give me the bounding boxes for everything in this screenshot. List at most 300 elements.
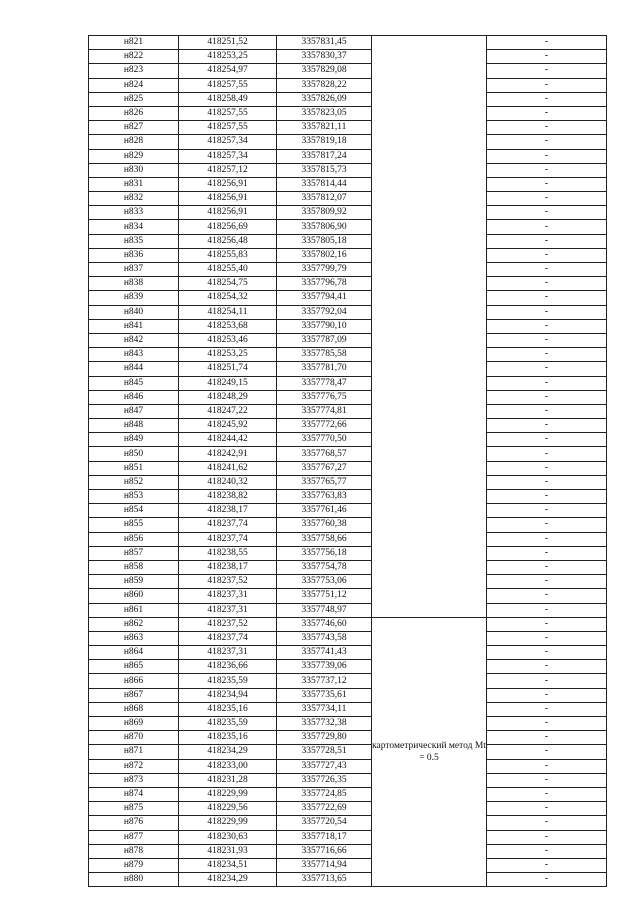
table-row: [89, 731, 607, 745]
x-coordinate-cell: 418248,29: [179, 390, 277, 404]
point-id-cell: н843: [89, 348, 179, 362]
y-coordinate-cell: 3357817,24: [277, 149, 372, 163]
coordinate-table: [88, 35, 607, 887]
x-coordinate-cell: 418237,31: [179, 646, 277, 660]
table-row: [89, 518, 607, 532]
y-coordinate-cell: 3357729,80: [277, 731, 372, 745]
table-row: [89, 844, 607, 858]
x-coordinate-cell: 418237,52: [179, 617, 277, 631]
x-coordinate-cell: 418234,51: [179, 858, 277, 872]
point-id-cell: н844: [89, 362, 179, 376]
y-coordinate-cell: 3357768,57: [277, 447, 372, 461]
y-coordinate-cell: 3357806,90: [277, 220, 372, 234]
x-coordinate-cell: 418238,17: [179, 504, 277, 518]
point-id-cell: н865: [89, 660, 179, 674]
point-id-cell: н842: [89, 333, 179, 347]
x-coordinate-cell: 418229,56: [179, 802, 277, 816]
table-row: [89, 433, 607, 447]
y-coordinate-cell: 3357787,09: [277, 333, 372, 347]
point-id-cell: н839: [89, 291, 179, 305]
point-id-cell: н825: [89, 92, 179, 106]
y-coordinate-cell: 3357746,60: [277, 617, 372, 631]
accuracy-cell: -: [487, 631, 607, 645]
y-coordinate-cell: 3357761,46: [277, 504, 372, 518]
y-coordinate-cell: 3357805,18: [277, 234, 372, 248]
point-id-cell: н869: [89, 717, 179, 731]
y-coordinate-cell: 3357724,85: [277, 787, 372, 801]
x-coordinate-cell: 418253,46: [179, 333, 277, 347]
point-id-cell: н857: [89, 546, 179, 560]
accuracy-cell: -: [487, 106, 607, 120]
table-row: [89, 277, 607, 291]
y-coordinate-cell: 3357814,44: [277, 177, 372, 191]
accuracy-cell: -: [487, 575, 607, 589]
table-row: [89, 560, 607, 574]
accuracy-cell: -: [487, 333, 607, 347]
y-coordinate-cell: 3357727,43: [277, 759, 372, 773]
x-coordinate-cell: 418257,55: [179, 106, 277, 120]
x-coordinate-cell: 418257,55: [179, 121, 277, 135]
accuracy-cell: -: [487, 745, 607, 759]
x-coordinate-cell: 418234,94: [179, 688, 277, 702]
x-coordinate-cell: 418229,99: [179, 816, 277, 830]
x-coordinate-cell: 418234,29: [179, 873, 277, 887]
y-coordinate-cell: 3357718,17: [277, 830, 372, 844]
y-coordinate-cell: 3357720,54: [277, 816, 372, 830]
point-id-cell: н827: [89, 121, 179, 135]
coordinate-table-body: [89, 36, 607, 887]
table-row: [89, 674, 607, 688]
point-id-cell: н845: [89, 376, 179, 390]
x-coordinate-cell: 418257,34: [179, 135, 277, 149]
y-coordinate-cell: 3357767,27: [277, 461, 372, 475]
x-coordinate-cell: 418235,59: [179, 717, 277, 731]
y-coordinate-cell: 3357741,43: [277, 646, 372, 660]
point-id-cell: н873: [89, 773, 179, 787]
accuracy-cell: -: [487, 617, 607, 631]
table-row: [89, 773, 607, 787]
accuracy-cell: -: [487, 702, 607, 716]
table-row: [89, 702, 607, 716]
accuracy-cell: -: [487, 589, 607, 603]
accuracy-cell: -: [487, 787, 607, 801]
y-coordinate-cell: 3357796,78: [277, 277, 372, 291]
x-coordinate-cell: 418238,17: [179, 560, 277, 574]
point-id-cell: н826: [89, 106, 179, 120]
table-row: [89, 348, 607, 362]
accuracy-cell: -: [487, 873, 607, 887]
y-coordinate-cell: 3357819,18: [277, 135, 372, 149]
x-coordinate-cell: 418242,91: [179, 447, 277, 461]
y-coordinate-cell: 3357828,22: [277, 78, 372, 92]
accuracy-cell: -: [487, 50, 607, 64]
point-id-cell: н875: [89, 802, 179, 816]
table-row: [89, 717, 607, 731]
table-row: [89, 419, 607, 433]
table-row: [89, 532, 607, 546]
point-id-cell: н847: [89, 404, 179, 418]
point-id-cell: н861: [89, 603, 179, 617]
point-id-cell: н832: [89, 192, 179, 206]
table-row: [89, 163, 607, 177]
table-row: [89, 50, 607, 64]
point-id-cell: н864: [89, 646, 179, 660]
point-id-cell: н837: [89, 263, 179, 277]
x-coordinate-cell: 418255,83: [179, 248, 277, 262]
x-coordinate-cell: 418256,91: [179, 192, 277, 206]
accuracy-cell: -: [487, 36, 607, 50]
y-coordinate-cell: 3357748,97: [277, 603, 372, 617]
y-coordinate-cell: 3357753,06: [277, 575, 372, 589]
point-id-cell: н829: [89, 149, 179, 163]
table-row: [89, 319, 607, 333]
point-id-cell: н835: [89, 234, 179, 248]
accuracy-cell: -: [487, 305, 607, 319]
y-coordinate-cell: 3357737,12: [277, 674, 372, 688]
table-row: [89, 504, 607, 518]
x-coordinate-cell: 418238,55: [179, 546, 277, 560]
y-coordinate-cell: 3357794,41: [277, 291, 372, 305]
point-id-cell: н880: [89, 873, 179, 887]
accuracy-cell: -: [487, 688, 607, 702]
table-row: [89, 858, 607, 872]
point-id-cell: н863: [89, 631, 179, 645]
y-coordinate-cell: 3357763,83: [277, 490, 372, 504]
y-coordinate-cell: 3357792,04: [277, 305, 372, 319]
accuracy-cell: -: [487, 149, 607, 163]
y-coordinate-cell: 3357726,35: [277, 773, 372, 787]
x-coordinate-cell: 418231,28: [179, 773, 277, 787]
x-coordinate-cell: 418234,29: [179, 745, 277, 759]
point-id-cell: н874: [89, 787, 179, 801]
y-coordinate-cell: 3357809,92: [277, 206, 372, 220]
x-coordinate-cell: 418241,62: [179, 461, 277, 475]
x-coordinate-cell: 418247,22: [179, 404, 277, 418]
point-id-cell: н831: [89, 177, 179, 191]
point-id-cell: н834: [89, 220, 179, 234]
accuracy-cell: -: [487, 348, 607, 362]
y-coordinate-cell: 3357778,47: [277, 376, 372, 390]
x-coordinate-cell: 418245,92: [179, 419, 277, 433]
x-coordinate-cell: 418254,32: [179, 291, 277, 305]
y-coordinate-cell: 3357785,58: [277, 348, 372, 362]
table-row: [89, 291, 607, 305]
x-coordinate-cell: 418235,59: [179, 674, 277, 688]
y-coordinate-cell: 3357713,65: [277, 873, 372, 887]
y-coordinate-cell: 3357754,78: [277, 560, 372, 574]
x-coordinate-cell: 418256,69: [179, 220, 277, 234]
table-row: [89, 263, 607, 277]
x-coordinate-cell: 418257,34: [179, 149, 277, 163]
point-id-cell: н836: [89, 248, 179, 262]
point-id-cell: н866: [89, 674, 179, 688]
point-id-cell: н833: [89, 206, 179, 220]
x-coordinate-cell: 418237,74: [179, 631, 277, 645]
y-coordinate-cell: 3357781,70: [277, 362, 372, 376]
point-id-cell: н828: [89, 135, 179, 149]
x-coordinate-cell: 418253,25: [179, 50, 277, 64]
accuracy-cell: -: [487, 546, 607, 560]
x-coordinate-cell: 418253,25: [179, 348, 277, 362]
point-id-cell: н867: [89, 688, 179, 702]
x-coordinate-cell: 418238,82: [179, 490, 277, 504]
accuracy-cell: -: [487, 802, 607, 816]
table-row: [89, 248, 607, 262]
x-coordinate-cell: 418254,11: [179, 305, 277, 319]
x-coordinate-cell: 418230,63: [179, 830, 277, 844]
point-id-cell: н851: [89, 461, 179, 475]
y-coordinate-cell: 3357799,79: [277, 263, 372, 277]
point-id-cell: н878: [89, 844, 179, 858]
point-id-cell: н855: [89, 518, 179, 532]
accuracy-cell: -: [487, 135, 607, 149]
accuracy-cell: -: [487, 220, 607, 234]
x-coordinate-cell: 418237,31: [179, 589, 277, 603]
table-row: [89, 461, 607, 475]
y-coordinate-cell: 3357802,16: [277, 248, 372, 262]
accuracy-cell: -: [487, 319, 607, 333]
x-coordinate-cell: 418235,16: [179, 702, 277, 716]
table-row: [89, 816, 607, 830]
table-row: [89, 603, 607, 617]
accuracy-cell: -: [487, 263, 607, 277]
x-coordinate-cell: 418257,12: [179, 163, 277, 177]
accuracy-cell: -: [487, 291, 607, 305]
point-id-cell: н872: [89, 759, 179, 773]
accuracy-cell: -: [487, 461, 607, 475]
point-id-cell: н853: [89, 490, 179, 504]
point-id-cell: н870: [89, 731, 179, 745]
y-coordinate-cell: 3357760,38: [277, 518, 372, 532]
point-id-cell: н859: [89, 575, 179, 589]
point-id-cell: н841: [89, 319, 179, 333]
x-coordinate-cell: 418256,48: [179, 234, 277, 248]
y-coordinate-cell: 3357751,12: [277, 589, 372, 603]
y-coordinate-cell: 3357776,75: [277, 390, 372, 404]
point-id-cell: н856: [89, 532, 179, 546]
accuracy-cell: -: [487, 447, 607, 461]
table-row: [89, 490, 607, 504]
table-row: [89, 177, 607, 191]
point-id-cell: н860: [89, 589, 179, 603]
accuracy-cell: -: [487, 717, 607, 731]
table-row: [89, 135, 607, 149]
accuracy-cell: -: [487, 78, 607, 92]
point-id-cell: н868: [89, 702, 179, 716]
y-coordinate-cell: 3357765,77: [277, 475, 372, 489]
y-coordinate-cell: 3357732,38: [277, 717, 372, 731]
table-row: [89, 64, 607, 78]
x-coordinate-cell: 418237,31: [179, 603, 277, 617]
y-coordinate-cell: 3357815,73: [277, 163, 372, 177]
table-row: [89, 36, 607, 50]
y-coordinate-cell: 3357714,94: [277, 858, 372, 872]
table-row: [89, 546, 607, 560]
table-row: [89, 830, 607, 844]
y-coordinate-cell: 3357716,66: [277, 844, 372, 858]
x-coordinate-cell: 418249,15: [179, 376, 277, 390]
accuracy-cell: -: [487, 504, 607, 518]
accuracy-cell: -: [487, 248, 607, 262]
x-coordinate-cell: 418254,97: [179, 64, 277, 78]
point-id-cell: н848: [89, 419, 179, 433]
table-row: [89, 787, 607, 801]
x-coordinate-cell: 418231,93: [179, 844, 277, 858]
y-coordinate-cell: 3357728,51: [277, 745, 372, 759]
table-row: [89, 234, 607, 248]
table-row: [89, 220, 607, 234]
point-id-cell: н879: [89, 858, 179, 872]
accuracy-cell: -: [487, 532, 607, 546]
y-coordinate-cell: 3357735,61: [277, 688, 372, 702]
table-row: [89, 475, 607, 489]
accuracy-cell: -: [487, 773, 607, 787]
x-coordinate-cell: 418229,99: [179, 787, 277, 801]
accuracy-cell: -: [487, 490, 607, 504]
point-id-cell: н821: [89, 36, 179, 50]
y-coordinate-cell: 3357812,07: [277, 192, 372, 206]
accuracy-cell: -: [487, 830, 607, 844]
table-row: [89, 390, 607, 404]
x-coordinate-cell: 418244,42: [179, 433, 277, 447]
table-row: [89, 873, 607, 887]
y-coordinate-cell: 3357829,08: [277, 64, 372, 78]
accuracy-cell: -: [487, 177, 607, 191]
y-coordinate-cell: 3357772,66: [277, 419, 372, 433]
accuracy-cell: -: [487, 192, 607, 206]
y-coordinate-cell: 3357821,11: [277, 121, 372, 135]
point-id-cell: н838: [89, 277, 179, 291]
accuracy-cell: -: [487, 362, 607, 376]
point-id-cell: н830: [89, 163, 179, 177]
accuracy-cell: -: [487, 206, 607, 220]
point-id-cell: н876: [89, 816, 179, 830]
table-row: [89, 646, 607, 660]
table-row: [89, 688, 607, 702]
point-id-cell: н823: [89, 64, 179, 78]
table-row: [89, 802, 607, 816]
accuracy-cell: -: [487, 64, 607, 78]
x-coordinate-cell: 418256,91: [179, 177, 277, 191]
x-coordinate-cell: 418255,40: [179, 263, 277, 277]
y-coordinate-cell: 3357774,81: [277, 404, 372, 418]
accuracy-cell: -: [487, 163, 607, 177]
x-coordinate-cell: 418254,75: [179, 277, 277, 291]
table-row: [89, 78, 607, 92]
x-coordinate-cell: 418240,32: [179, 475, 277, 489]
accuracy-cell: -: [487, 858, 607, 872]
accuracy-cell: -: [487, 277, 607, 291]
coordinate-table-sheet: [88, 35, 606, 887]
x-coordinate-cell: 418237,74: [179, 532, 277, 546]
table-row: [89, 362, 607, 376]
x-coordinate-cell: 418258,49: [179, 92, 277, 106]
point-id-cell: н852: [89, 475, 179, 489]
table-row: [89, 575, 607, 589]
accuracy-cell: -: [487, 234, 607, 248]
x-coordinate-cell: 418236,66: [179, 660, 277, 674]
x-coordinate-cell: 418253,68: [179, 319, 277, 333]
y-coordinate-cell: 3357756,18: [277, 546, 372, 560]
table-row: [89, 617, 607, 631]
y-coordinate-cell: 3357826,09: [277, 92, 372, 106]
accuracy-cell: -: [487, 674, 607, 688]
x-coordinate-cell: 418237,52: [179, 575, 277, 589]
x-coordinate-cell: 418251,74: [179, 362, 277, 376]
point-id-cell: н822: [89, 50, 179, 64]
x-coordinate-cell: 418256,91: [179, 206, 277, 220]
y-coordinate-cell: 3357743,58: [277, 631, 372, 645]
accuracy-cell: -: [487, 660, 607, 674]
accuracy-cell: -: [487, 731, 607, 745]
point-id-cell: н840: [89, 305, 179, 319]
table-row: [89, 106, 607, 120]
accuracy-cell: -: [487, 121, 607, 135]
table-row: [89, 447, 607, 461]
point-id-cell: н877: [89, 830, 179, 844]
y-coordinate-cell: 3357722,69: [277, 802, 372, 816]
table-row: [89, 376, 607, 390]
y-coordinate-cell: 3357831,45: [277, 36, 372, 50]
accuracy-cell: -: [487, 376, 607, 390]
point-id-cell: н862: [89, 617, 179, 631]
point-id-cell: н849: [89, 433, 179, 447]
y-coordinate-cell: 3357739,06: [277, 660, 372, 674]
accuracy-cell: -: [487, 844, 607, 858]
accuracy-cell: -: [487, 419, 607, 433]
point-id-cell: н850: [89, 447, 179, 461]
accuracy-cell: -: [487, 518, 607, 532]
accuracy-cell: -: [487, 433, 607, 447]
x-coordinate-cell: 418237,74: [179, 518, 277, 532]
table-row: [89, 192, 607, 206]
y-coordinate-cell: 3357758,66: [277, 532, 372, 546]
table-row: [89, 745, 607, 759]
method-cell: [372, 36, 487, 618]
accuracy-cell: -: [487, 404, 607, 418]
y-coordinate-cell: 3357790,10: [277, 319, 372, 333]
accuracy-cell: -: [487, 646, 607, 660]
accuracy-cell: -: [487, 560, 607, 574]
table-row: [89, 206, 607, 220]
accuracy-cell: -: [487, 390, 607, 404]
point-id-cell: н824: [89, 78, 179, 92]
point-id-cell: н871: [89, 745, 179, 759]
y-coordinate-cell: 3357830,37: [277, 50, 372, 64]
table-row: [89, 92, 607, 106]
y-coordinate-cell: 3357770,50: [277, 433, 372, 447]
x-coordinate-cell: 418251,52: [179, 36, 277, 50]
accuracy-cell: -: [487, 92, 607, 106]
point-id-cell: н846: [89, 390, 179, 404]
accuracy-cell: -: [487, 603, 607, 617]
table-row: [89, 333, 607, 347]
x-coordinate-cell: 418257,55: [179, 78, 277, 92]
y-coordinate-cell: 3357734,11: [277, 702, 372, 716]
accuracy-cell: -: [487, 475, 607, 489]
table-row: [89, 305, 607, 319]
table-row: [89, 404, 607, 418]
table-row: [89, 759, 607, 773]
point-id-cell: н858: [89, 560, 179, 574]
y-coordinate-cell: 3357823,05: [277, 106, 372, 120]
point-id-cell: н854: [89, 504, 179, 518]
table-row: [89, 660, 607, 674]
accuracy-cell: -: [487, 816, 607, 830]
accuracy-cell: -: [487, 759, 607, 773]
x-coordinate-cell: 418233,00: [179, 759, 277, 773]
table-row: [89, 631, 607, 645]
